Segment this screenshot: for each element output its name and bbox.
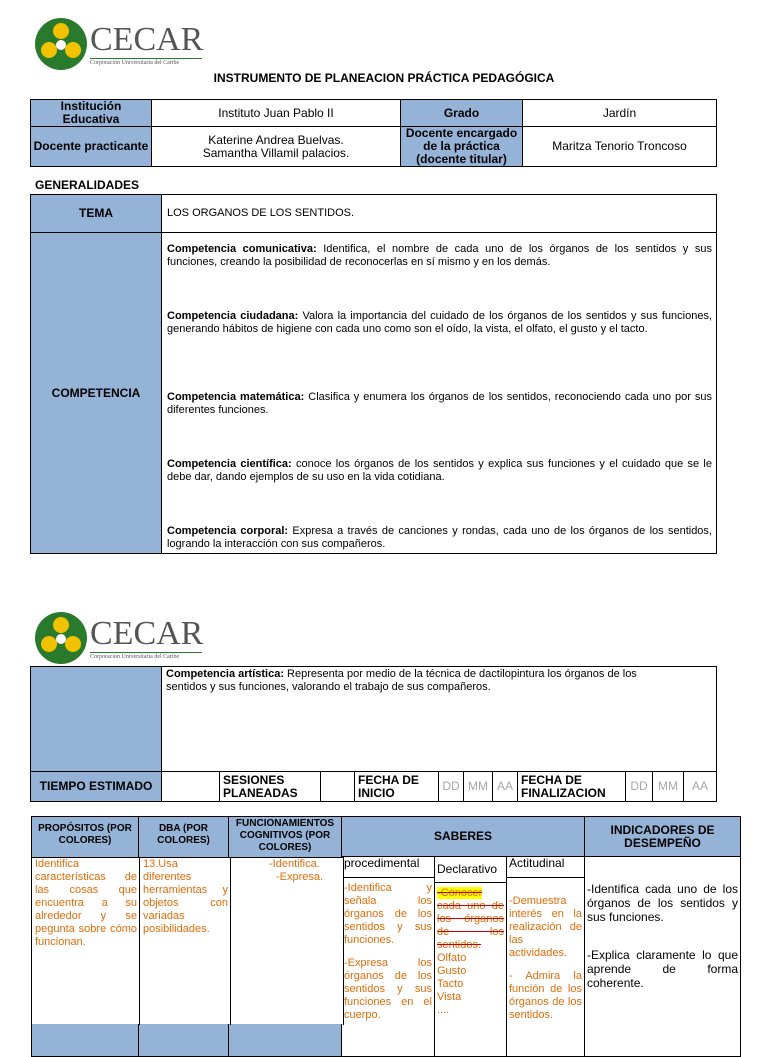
funcionamiento-1: -Identifica. [269, 858, 320, 870]
docente-label: Docente practicante [31, 127, 152, 167]
generalidades-heading: GENERALIDADES [35, 178, 140, 192]
funcionamiento-2: -Expresa. [276, 871, 324, 883]
logo-top [32, 18, 212, 70]
declarativo-cell [435, 857, 507, 1057]
indicador-2: -Explica claramente lo que aprende de forma coherente. [587, 948, 738, 990]
competencia-corporal-title: Competencia corporal: [167, 525, 289, 537]
artistica-content [162, 667, 717, 772]
institucion-value: Instituto Juan Pablo II [152, 100, 401, 127]
cecar-emblem-icon [32, 612, 90, 664]
cecar-emblem-icon [32, 18, 90, 70]
competencia-matematica [167, 391, 712, 417]
generalidades-table [30, 194, 717, 554]
declarativo-item: Olfato [437, 952, 467, 964]
competencia-content [162, 233, 717, 554]
saberes-header: SABERES [342, 817, 585, 857]
propositos-cell [32, 857, 140, 1025]
declarativo-items [435, 952, 506, 1017]
indicadores-cell [585, 857, 741, 1057]
tema-value: LOS ORGANOS DE LOS SENTIDOS. [162, 195, 717, 233]
competencia-corporal [167, 525, 712, 551]
dba-cell [140, 857, 231, 1025]
tema-label: TEMA [31, 195, 162, 233]
actitudinal-header: Actitudinal [507, 857, 584, 878]
fecha-inicio-label: FECHA DE INICIO [355, 772, 439, 802]
docente-value [152, 127, 401, 167]
actitudinal-2: - Admira la función de los órganos de los sentidos. [509, 970, 582, 1021]
declarativo-rest-strike [437, 900, 504, 951]
dba-header: DBA (POR COLORES) [139, 817, 229, 1057]
procedimental-2: -Expresa los órganos de los sentidos y sus funciones en el cuerpo. [344, 957, 432, 1021]
competencia-comunicativa [167, 243, 712, 269]
encargado-value: Maritza Tenorio Troncoso [523, 127, 717, 167]
competencia-ciudadana-text: Valora la importancia del cuidado de los órganos de los sentidos y sus funciones, generando hábitos de higiene con cada uno como son el oído, la vista, el olfato, el gusto y el tacto. [167, 310, 712, 335]
competencia-corporal-text: Expresa a través de canciones y rondas, cada uno de los órganos de los sentidos, logrando la interacción con sus compañeros. [167, 525, 712, 550]
competencia-ciudadana [167, 310, 712, 336]
inicio-mm: MM [464, 772, 493, 802]
inicio-dd: DD [439, 772, 464, 802]
tiempo-value [162, 772, 220, 802]
competencia-cientifica-text: conoce los órganos de los sentidos y explica sus funciones y el cuidado que se le debe dar, dando ejemplos de su uso en la vida cotidiana. [167, 458, 712, 483]
encargado-label: Docente encargado de la práctica (docente titular) [401, 127, 523, 167]
declarativo-item: Tacto [437, 978, 464, 990]
competencia-matematica-text: Clasifica y enumera los órganos de los sentidos, reconociendo cada uno por sus diferentes funciones. [167, 391, 712, 416]
artistica-label-cell [31, 667, 162, 772]
grado-value: Jardín [523, 100, 717, 127]
artistica-text: Representa por medio de la técnica de dactilopintura los órganos de los sentidos y sus funciones, valorando el trabajo de sus compañeros. [166, 668, 637, 693]
institucion-label: Institución Educativa [31, 100, 152, 127]
dba-text: 13.Usa diferentes herramientas y objetos con variadas posibilidades. [143, 858, 228, 935]
declarativo-item: Gusto [437, 965, 467, 977]
procedimental-cell [342, 857, 435, 1057]
sesiones-label: SESIONES PLANEADAS [220, 772, 321, 802]
fin-dd: DD [626, 772, 653, 802]
declarativo-header: Declarativo [435, 857, 506, 883]
competencia-matematica-title: Competencia matemática: [167, 391, 305, 403]
info-table [30, 99, 717, 167]
fecha-fin-label: FECHA DE FINALIZACION [518, 772, 626, 802]
inicio-aa: AA [493, 772, 518, 802]
competencia-label: COMPETENCIA [31, 233, 162, 554]
propositos-text: Identifica características de las cosas que encuentra a su alrededor y se pegunta sobre cómo funcionan. [35, 858, 137, 948]
declarativo-strike: -Conocer [437, 887, 483, 899]
declarativo-text [435, 883, 506, 952]
docente-name-1: Katerine Andrea Buelvas. [208, 132, 344, 147]
logo-name: CECAR [90, 21, 204, 58]
declarativo-item: .... [437, 1004, 450, 1016]
competencia-comunicativa-text: Identifica, el nombre de cada uno de los órganos de los sentidos y sus funciones, creando la posibilidad de reconocerlas en sí mismo y en los demás. [167, 243, 713, 268]
funcionamientos-header: FUNCIONAMIENTOS COGNITIVOS (POR COLORES) [229, 817, 342, 1057]
docente-name-2: Samantha Villamil palacios. [202, 145, 350, 160]
logo-name: CECAR [90, 615, 204, 652]
competencia-cientifica [167, 458, 712, 484]
logo-tagline: Corporación Universitaria del Caribe [90, 654, 180, 660]
indicador-1: -Identifica cada uno de los órganos de los sentidos y sus funciones. [587, 882, 738, 924]
logo-tagline: Corporación Universitaria del Caribe [90, 60, 180, 66]
competencia-cientifica-title: Competencia científica: [167, 458, 292, 470]
artistica-title: Competencia artística: [166, 668, 284, 680]
funcionamientos-cell [231, 857, 344, 1025]
competencia-comunicativa-title: Competencia comunicativa: [167, 243, 317, 255]
procedimental-1: -Identifica y señala los órganos de los sentidos y sus funciones. [344, 882, 432, 946]
actitudinal-cell [507, 857, 585, 1057]
procedimental-header: procedimental [342, 857, 434, 878]
grado-label: Grado [401, 100, 523, 127]
actitudinal-1: -Demuestra interés en la realización de las actividades. [509, 895, 582, 959]
sesiones-value [321, 772, 355, 802]
declarativo-rest: cada uno de los órganos de los sentidos. [437, 900, 504, 951]
fin-mm: MM [653, 772, 684, 802]
planning-left-data [31, 857, 343, 1024]
propositos-header: PROPÓSITOS (POR COLORES) [32, 817, 139, 1057]
logo-second-page [32, 612, 212, 664]
fin-aa: AA [684, 772, 717, 802]
competencia-ciudadana-title: Competencia ciudadana: [167, 310, 299, 322]
tiempo-label: TIEMPO ESTIMADO [31, 772, 162, 802]
indicadores-header: INDICADORES DE DESEMPEÑO [585, 817, 741, 857]
artistica-table [30, 666, 717, 802]
declarativo-item: Vista [437, 991, 462, 1003]
document-title: INSTRUMENTO DE PLANEACION PRÁCTICA PEDAGÓGICA [213, 71, 555, 85]
